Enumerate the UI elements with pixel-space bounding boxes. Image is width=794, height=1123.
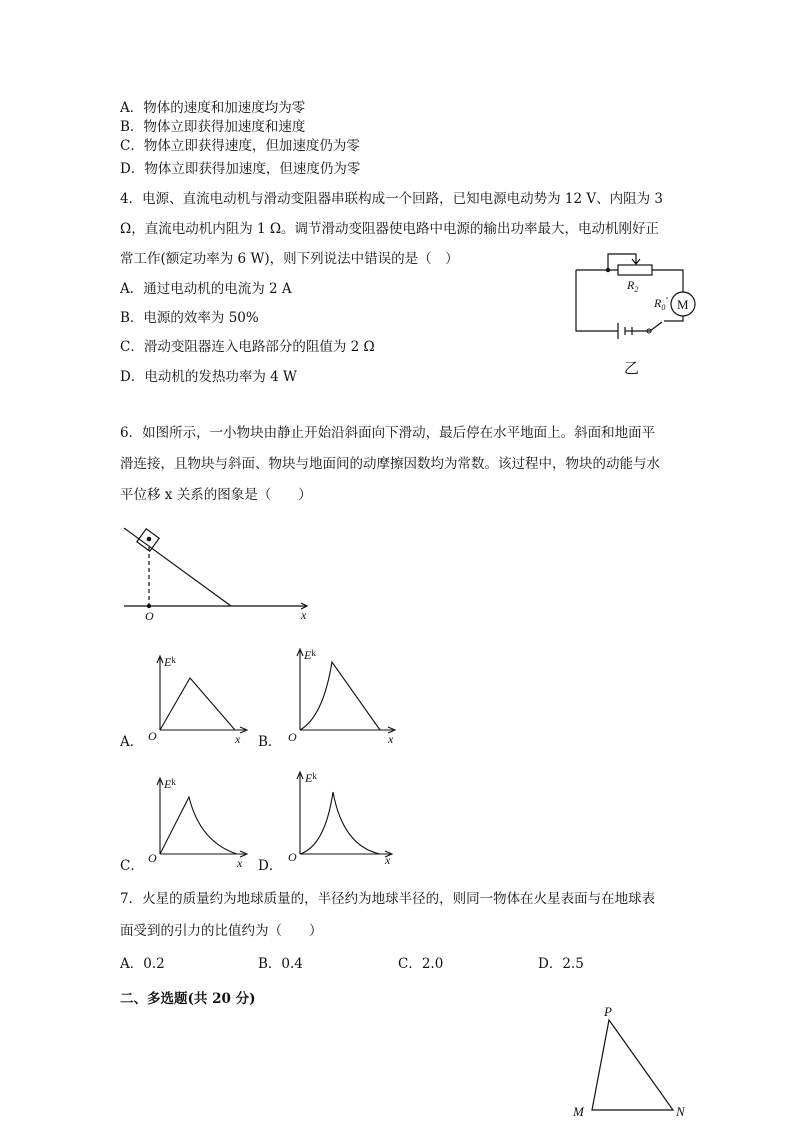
graph-a-letter: A． — [120, 734, 144, 750]
r0-label: R — [654, 296, 662, 310]
graph-b — [285, 645, 400, 750]
graph-d-origin: O — [288, 850, 297, 864]
graph-a-x-label: x — [235, 732, 241, 746]
q4-option-c: C．滑动变阻器连入电路部分的阻值为 2 Ω — [120, 339, 375, 355]
graph-b-letter: B． — [258, 734, 282, 750]
r0-prime: ′ — [665, 296, 668, 307]
incline-figure — [118, 520, 318, 625]
q6-stem-line-1: 6．如图所示，一小物块由静止开始沿斜面向下滑动，最后停在水平地面上。斜面和地面平 — [120, 425, 656, 441]
triangle-m-label: M — [573, 1104, 584, 1119]
graph-a — [145, 650, 255, 750]
graph-a-curve — [160, 678, 235, 730]
q3-option-c: C．物体立即获得速度，但加速度仍为零 — [120, 138, 360, 154]
triangle-pmn — [565, 1000, 695, 1123]
svg-text:Ek — [304, 771, 317, 785]
graph-a-origin: O — [148, 729, 157, 743]
circuit-diagram — [570, 245, 700, 380]
q4-option-d: D．电动机的发热功率为 4 W — [120, 369, 297, 385]
graph-b-y-label: E — [304, 648, 312, 662]
graph-c — [145, 772, 255, 872]
graph-a-y-sub: k — [171, 655, 176, 665]
svg-text:Ek — [303, 648, 316, 662]
q7-option-a: A．0.2 — [120, 956, 165, 972]
q7-option-b: B．0.4 — [258, 956, 303, 972]
q7-stem-line-1: 7．火星的质量约为地球质量的，半径约为地球半径的，则同一物体在火星表面与在地球表 — [120, 891, 656, 907]
q4-stem-line-3: 常工作(额定功率为 6 W)，则下列说法中错误的是（ ） — [120, 251, 459, 267]
graph-d-letter: D． — [258, 858, 283, 874]
r2-label: R — [627, 278, 635, 292]
circuit-caption: 乙 — [624, 361, 640, 377]
graph-c-y-label: E — [164, 777, 172, 791]
graph-c-curve — [160, 797, 237, 854]
q7-option-d: D．2.5 — [538, 956, 584, 972]
graph-d-y-label: E — [305, 771, 313, 785]
q7-option-c: C．2.0 — [398, 956, 444, 972]
graph-d — [285, 768, 400, 873]
svg-text:Ek — [163, 777, 176, 791]
motor-label: M — [677, 297, 689, 312]
graph-b-x-label: x — [388, 732, 394, 746]
r2-subscript: 2 — [634, 285, 639, 294]
graph-c-y-sub: k — [171, 777, 176, 787]
q4-stem-line-1: 4．电源、直流电动机与滑动变阻器串联构成一个回路，已知电源电动势为 12 V、内阻为 3 — [120, 191, 663, 207]
graph-b-origin: O — [288, 730, 297, 744]
triangle-p-label: P — [604, 1004, 612, 1019]
q3-option-d: D．物体立即获得加速度，但速度仍为零 — [120, 161, 361, 177]
svg-text:R2 — [626, 278, 638, 294]
graph-b-y-sub: k — [311, 648, 316, 658]
svg-text:R0′ — [653, 296, 668, 312]
q3-option-b: B．物体立即获得加速度和速度 — [120, 119, 306, 135]
incline-x-label: x — [301, 608, 307, 622]
q6-stem-line-3: 平位移 x 关系的图象是（ ） — [120, 487, 312, 503]
q6-stem-line-2: 滑连接，且物块与斜面、物块与地面间的动摩擦因数均为常数。该过程中，物块的动能与水 — [120, 456, 660, 472]
section-2-title: 二、多选题(共 20 分) — [120, 991, 256, 1007]
triangle-n-label: N — [676, 1104, 685, 1119]
r0-subscript: 0 — [661, 303, 666, 312]
svg-text:Ek — [163, 655, 176, 669]
graph-b-curve — [300, 662, 380, 730]
graph-c-letter: C． — [120, 858, 144, 874]
q3-option-a: A．物体的速度和加速度均为零 — [120, 100, 306, 116]
q4-stem-line-2: Ω，直流电动机内阻为 1 Ω。调节滑动变阻器使电路中电源的输出功率最大，电动机刚好正 — [120, 221, 660, 237]
graph-c-x-label: x — [237, 856, 243, 870]
q4-option-b: B．电源的效率为 50% — [120, 310, 259, 326]
graph-d-x-label: x — [385, 853, 391, 867]
graph-c-origin: O — [148, 851, 157, 865]
q4-option-a: A．通过电动机的电流为 2 A — [120, 281, 292, 297]
graph-a-y-label: E — [164, 655, 172, 669]
incline-origin-label: O — [145, 609, 154, 623]
graph-d-y-sub: k — [312, 771, 317, 781]
q7-stem-line-2: 面受到的引力的比值约为（ ） — [120, 923, 323, 939]
graph-d-curve — [300, 792, 380, 854]
